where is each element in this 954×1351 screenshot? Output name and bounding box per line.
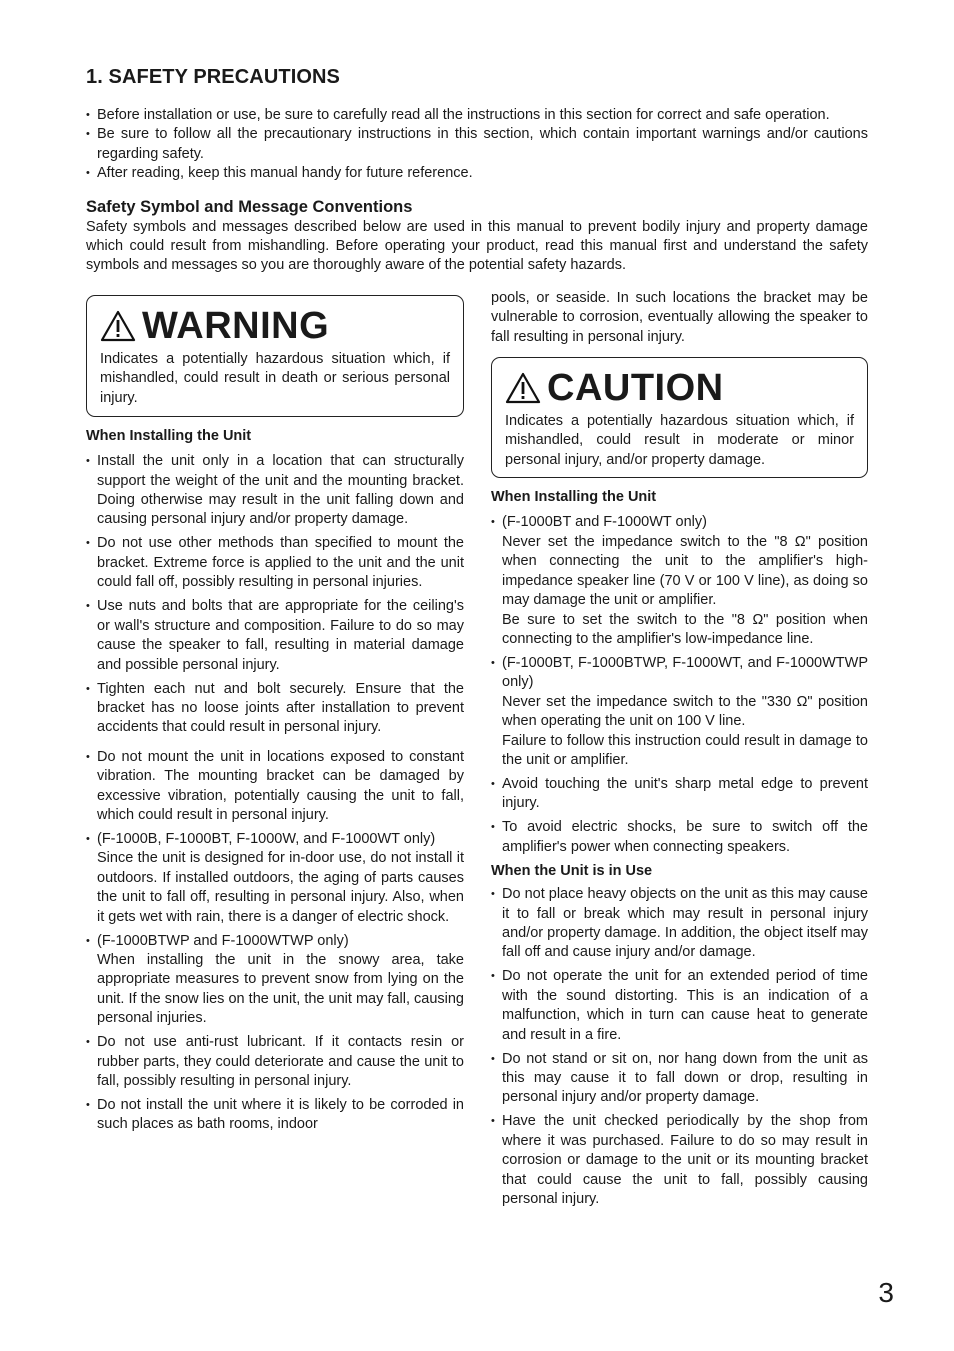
warning-installing-title: When Installing the Unit bbox=[86, 427, 252, 444]
warning-word: WARNING bbox=[142, 304, 330, 347]
list-item: • Do not install the unit where it is likely to be corroded in such places as bath rooms, indoor bbox=[86, 1096, 464, 1135]
list-item: • Do not operate the unit for an extended period of time with the sound distorting. This is an indication of a malfunction, which in turn can cause heat to generate and result in a fire. bbox=[491, 967, 868, 1045]
caution-installing-list bbox=[491, 513, 868, 857]
warning-continued-text: pools, or seaside. In such locations the bracket may be vulnerable to corrosion, eventually allowing the speaker to fall resulting in personal injury. bbox=[491, 289, 868, 345]
caution-definition: Indicates a potentially hazardous situation which, if mishandled, could result in moderate or minor personal injury, and/or property damage. bbox=[505, 413, 854, 468]
warning-triangle-icon bbox=[100, 310, 136, 342]
list-item: • (F-1000BT and F-1000WT only) Never set the impedance switch to the "8 Ω" position when connecting the unit to the amplifier's high-impedance speaker line (70 V or 100 V line), as doing so may damage the unit or amplifier. Be sure to set the switch to the "8 Ω" position when connecting to the amplifier's low-impedance line. bbox=[491, 513, 868, 649]
list-item: • (F-1000BT, F-1000BTWP, F-1000WT, and F-1000WTWP only) Never set the impedance switch to the "330 Ω" position when operating the unit on 100 V line. Failure to follow this instruction could result in damage to the unit or amplifier. bbox=[491, 654, 868, 770]
list-item: • Do not place heavy objects on the unit as this may cause it to fall or break which may result in personal injury and/or property damage. In addition, the object itself may fall off and cause injury and/or damage. bbox=[491, 885, 868, 963]
warning-installing-list bbox=[86, 452, 464, 1135]
list-item: • Have the unit checked periodically by the shop from where it was purchased. Failure to do so may result in corrosion or damage to the unit or its mounting bracket that could cause the unit to fall, possibly causing personal injury. bbox=[491, 1112, 868, 1209]
caution-in-use-list bbox=[491, 885, 868, 1209]
warning-definition: Indicates a potentially hazardous situation which, if mishandled, could result in death or serious personal injury. bbox=[100, 350, 450, 406]
list-item: • Avoid touching the unit's sharp metal edge to prevent injury. bbox=[491, 775, 868, 814]
left-column bbox=[86, 295, 464, 1140]
conventions-title: Safety Symbol and Message Conventions bbox=[86, 197, 413, 216]
caution-box bbox=[491, 357, 868, 478]
list-item: • Use nuts and bolts that are appropriate for the ceiling's or wall's structure and composition. Failure to do so may cause the speaker to fall, resulting in material damage and possible personal injury. bbox=[86, 597, 464, 675]
page-number: 3 bbox=[878, 1277, 894, 1308]
caution-triangle-icon bbox=[505, 372, 541, 404]
warning-box bbox=[86, 295, 464, 417]
list-item: • Do not mount the unit in locations exposed to constant vibration. The mounting bracket can be damaged by excessive vibration, potentially causing the unit to fall, which could result in personal injury. bbox=[86, 748, 464, 826]
caution-in-use-title: When the Unit is in Use bbox=[491, 862, 653, 879]
list-item: • (F-1000BTWP and F-1000WTWP only) When installing the unit in the snowy area, take appropriate measures to prevent snow from lying on the unit. If the snow lies on the unit, the unit may fall, causing personal injuries. bbox=[86, 932, 464, 1029]
section-title: 1. SAFETY PRECAUTIONS bbox=[86, 66, 340, 88]
caution-word: CAUTION bbox=[547, 367, 724, 410]
right-column bbox=[491, 289, 868, 1214]
list-item: • Do not use anti-rust lubricant. If it contacts resin or rubber parts, they could deteriorate and cause the unit to fall, possibly resulting in personal injury. bbox=[86, 1033, 464, 1091]
caution-installing-title: When Installing the Unit bbox=[491, 489, 657, 506]
intro-list bbox=[86, 106, 868, 184]
list-item: • Do not stand or sit on, nor hang down from the unit as this may cause it to fall down or drop, resulting in personal injury and/or property damage. bbox=[491, 1050, 868, 1108]
list-item: • Install the unit only in a location that can structurally support the weight of the unit and the mounting bracket. Doing otherwise may result in the unit falling down and causing personal injury and/or property damage. bbox=[86, 452, 464, 530]
list-item: • Tighten each nut and bolt securely. Ensure that the bracket has no loose joints after installation to prevent accidents that could result in personal injury. bbox=[86, 680, 464, 738]
intro-bullet: • Be sure to follow all the precautionary instructions in this section, which contain important warnings and/or cautions regarding safety. bbox=[86, 125, 868, 164]
list-item: • To avoid electric shocks, be sure to switch off the amplifier's power when connecting speakers. bbox=[491, 818, 868, 857]
conventions-text: Safety symbols and messages described below are used in this manual to prevent bodily injury and property damage which could result from mishandling. Before operating your product, read this manual first and understand the safety symbols and messages so you are thoroughly aware of the potential safety hazards. bbox=[86, 218, 868, 274]
intro-bullet: • After reading, keep this manual handy for future reference. bbox=[86, 164, 868, 183]
two-column-body bbox=[86, 289, 868, 1255]
list-item: • (F-1000B, F-1000BT, F-1000W, and F-1000WT only) Since the unit is designed for in-door use, do not install it outdoors. If installed outdoors, the aging of parts causes the unit to fall off, resulting in personal injury. Also, when it gets wet with rain, there is a danger of electric shock. bbox=[86, 830, 464, 927]
list-item: • Do not use other methods than specified to mount the bracket. Extreme force is applied to the unit and the unit could fall off, possibly resulting in personal injuries. bbox=[86, 534, 464, 592]
intro-bullet: • Before installation or use, be sure to carefully read all the instructions in this section for correct and safe operation. bbox=[86, 106, 868, 125]
page-content bbox=[86, 62, 868, 1255]
